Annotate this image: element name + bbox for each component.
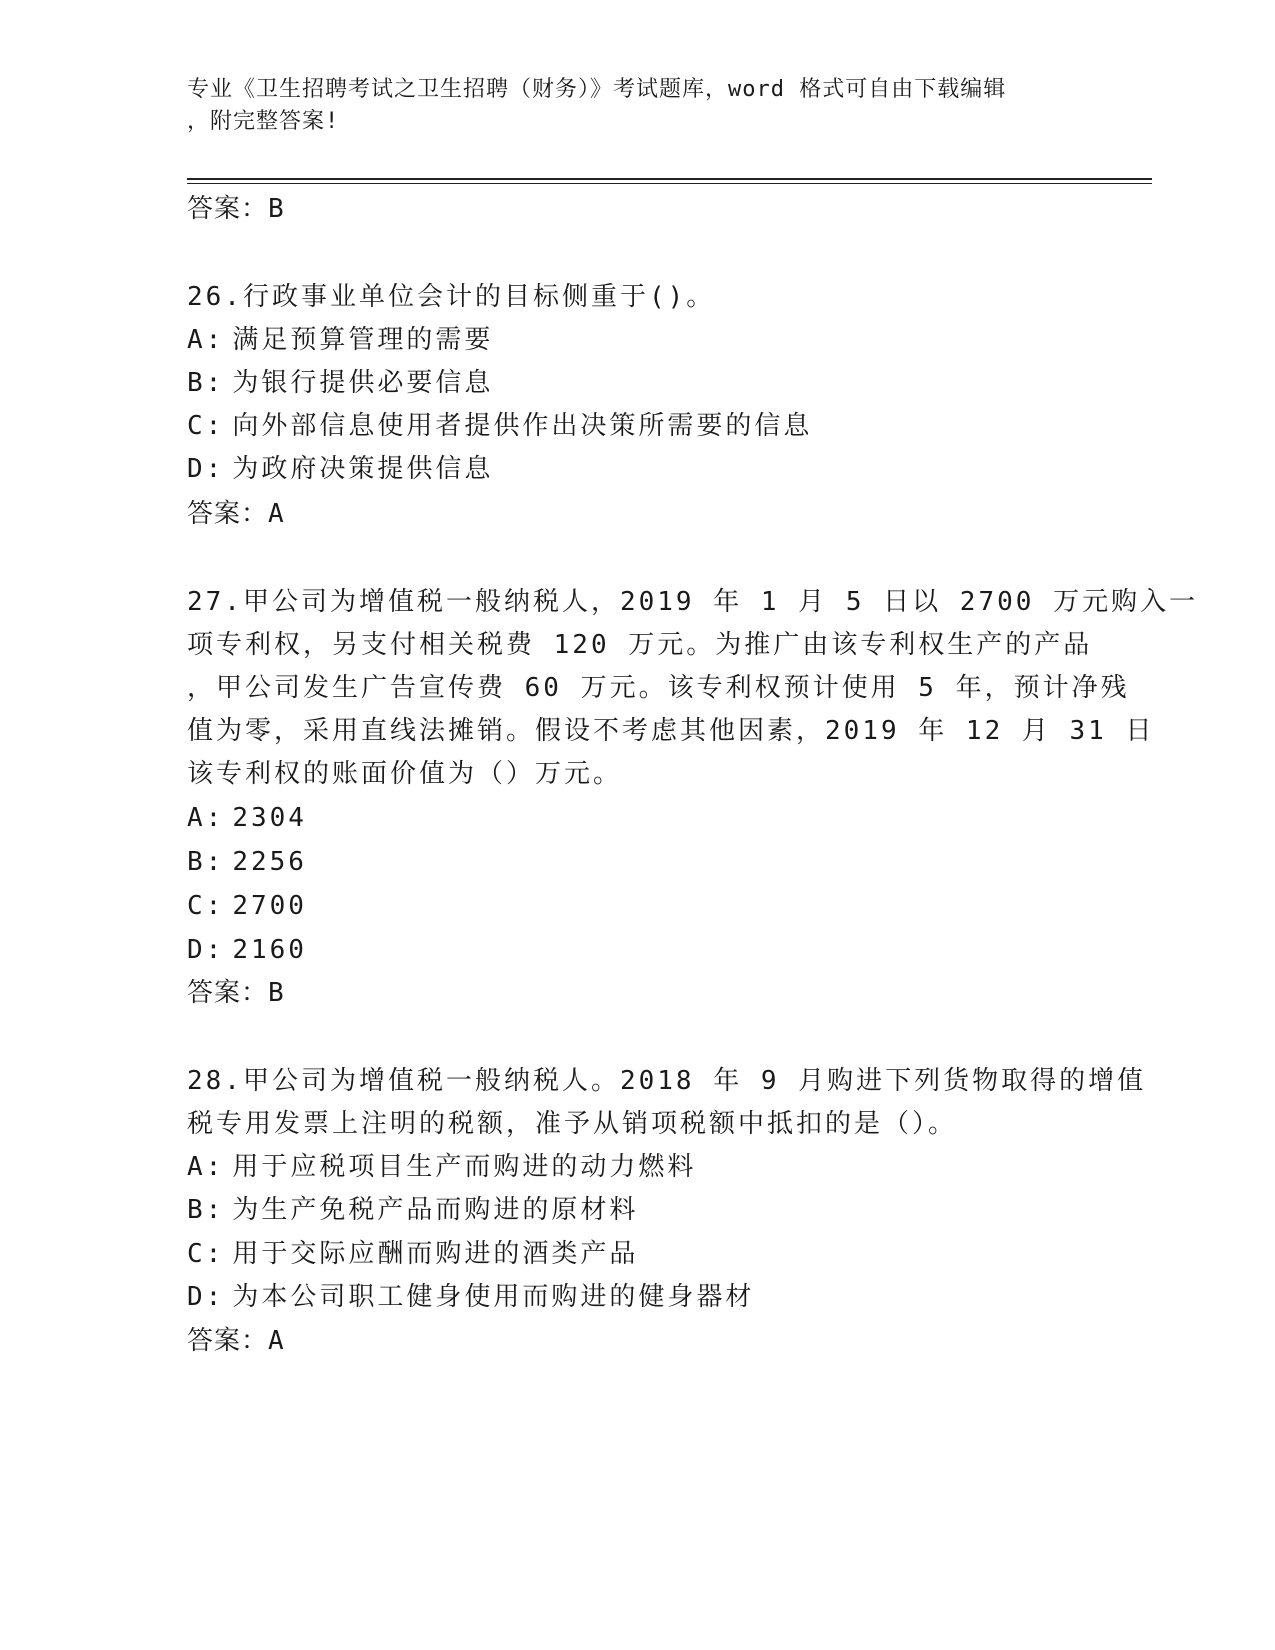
question-27-stem-line-3: ，甲公司发生广告宣传费 60 万元。该专利权预计使用 5 年，预计净残 [187, 673, 1130, 703]
option-text: 为生产免税产品而购进的原材料 [232, 1195, 639, 1225]
option-text: 2256 [232, 847, 307, 877]
answer-label: 答案： [187, 194, 269, 224]
answer-label: 答案： [187, 978, 269, 1008]
option-letter: B: [187, 847, 225, 877]
question-26-option-d [187, 452, 493, 486]
header-divider-thick [187, 178, 1152, 180]
question-27-stem-line-4: 值为零，采用直线法摊销。假设不考虑其他因素，2019 年 12 月 31 日 [187, 716, 1155, 746]
question-27-answer [187, 976, 285, 1010]
header-divider-thin [187, 183, 1152, 184]
option-letter: B: [187, 368, 225, 398]
option-letter: C: [187, 411, 225, 441]
question-27-option-b [187, 845, 307, 879]
option-text: 向外部信息使用者提供作出决策所需要的信息 [232, 411, 813, 441]
question-27-option-c [187, 889, 307, 923]
header-line-1: 专业《卫生招聘考试之卫生招聘（财务）》考试题库，word 格式可自由下载编辑 [187, 77, 1007, 102]
option-letter: C: [187, 1239, 225, 1269]
question-28-option-b [187, 1193, 638, 1227]
question-28-option-a [187, 1150, 696, 1184]
question-26-option-a [187, 323, 493, 357]
option-text: 用于交际应酬而购进的酒类产品 [232, 1239, 639, 1269]
question-28-option-d [187, 1280, 754, 1314]
question-28-stem-line-1: 28.甲公司为增值税一般纳税人。2018 年 9 月购进下列货物取得的增值 [187, 1066, 1147, 1096]
question-27-option-d [187, 933, 307, 967]
question-27-stem-line-5: 该专利权的账面价值为（）万元。 [187, 759, 623, 789]
answer-label: 答案： [187, 499, 269, 529]
answer-value: B [268, 978, 285, 1008]
answer-label: 答案： [187, 1326, 269, 1356]
question-27-option-a [187, 801, 307, 835]
option-letter: A: [187, 803, 225, 833]
question-27-stem-line-1: 27.甲公司为增值税一般纳税人，2019 年 1 月 5 日以 2700 万元购入一 [187, 587, 1199, 617]
question-26-option-c [187, 409, 812, 443]
option-text: 满足预算管理的需要 [232, 325, 494, 355]
answer-value: B [268, 194, 285, 224]
option-letter: C: [187, 891, 225, 921]
option-text: 2700 [232, 891, 307, 921]
option-letter: A: [187, 325, 225, 355]
option-text: 为政府决策提供信息 [232, 454, 494, 484]
question-26-stem: 26.行政事业单位会计的目标侧重于()。 [187, 282, 716, 312]
option-text: 为银行提供必要信息 [232, 368, 494, 398]
option-letter: D: [187, 1282, 225, 1312]
option-text: 为本公司职工健身使用而购进的健身器材 [232, 1282, 755, 1312]
question-28-answer [187, 1324, 285, 1358]
option-text: 用于应税项目生产而购进的动力燃料 [232, 1152, 697, 1182]
header-line-2: ，附完整答案! [187, 109, 340, 134]
option-letter: B: [187, 1195, 225, 1225]
option-letter: D: [187, 935, 225, 965]
question-26-option-b [187, 366, 493, 400]
question-26-answer [187, 497, 285, 531]
option-text: 2304 [232, 803, 307, 833]
answer-line [187, 192, 285, 226]
question-28-stem-line-2: 税专用发票上注明的税额，准予从销项税额中抵扣的是（）。 [187, 1109, 958, 1139]
document-header [187, 74, 1087, 138]
option-letter: D: [187, 454, 225, 484]
question-27-stem-line-2: 项专利权，另支付相关税费 120 万元。为推广由该专利权生产的产品 [187, 630, 1093, 660]
answer-value: A [268, 499, 285, 529]
option-letter: A: [187, 1152, 225, 1182]
question-28-option-c [187, 1237, 638, 1271]
option-text: 2160 [232, 935, 307, 965]
answer-value: A [268, 1326, 285, 1356]
